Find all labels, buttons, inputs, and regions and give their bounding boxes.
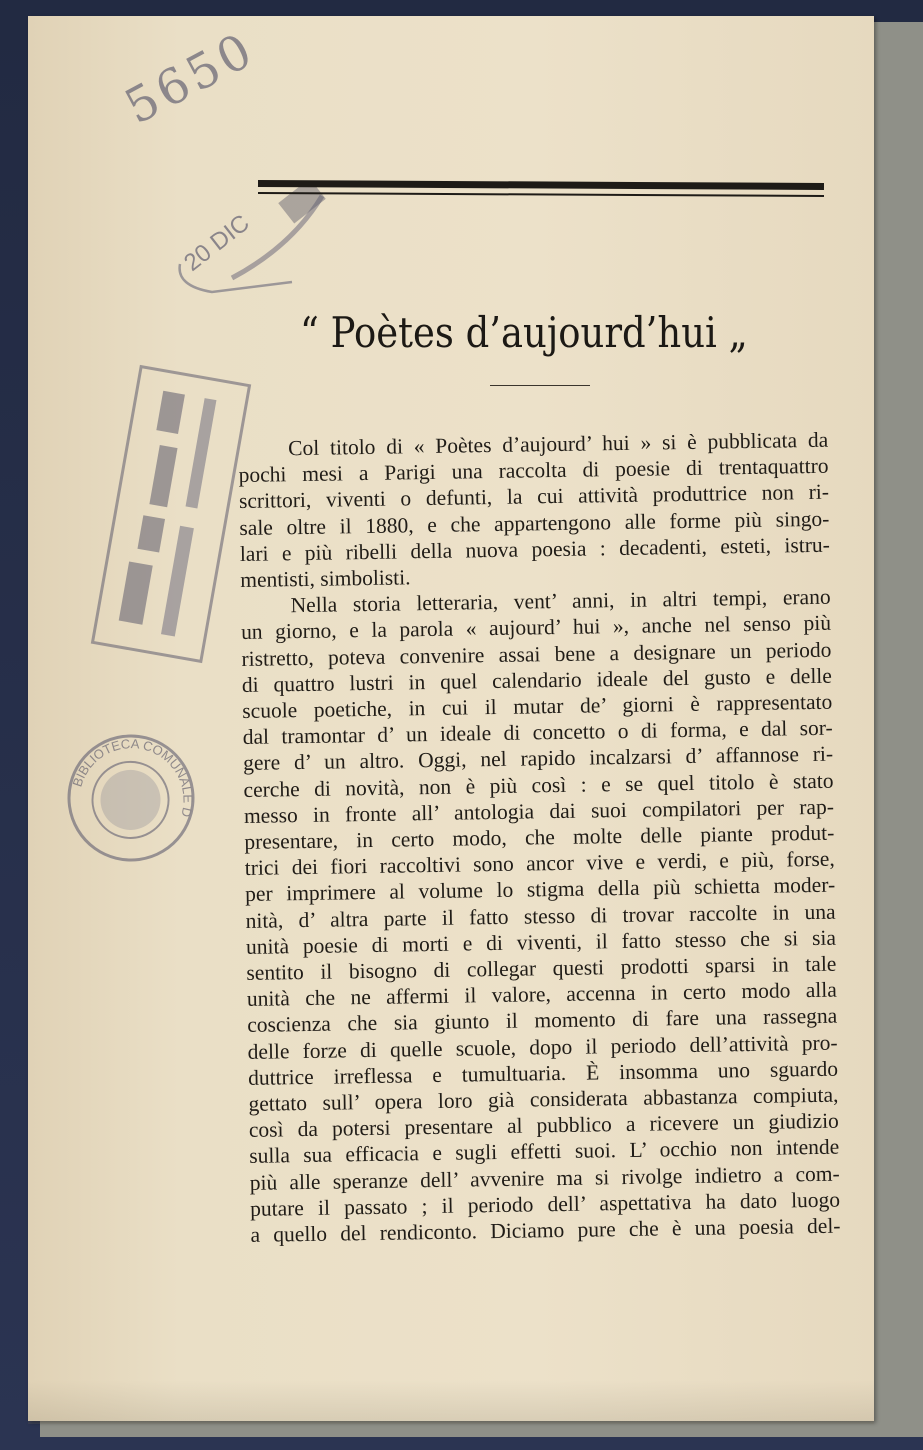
text-line: Col titolo di « Poètes d’aujourd’ hui » si è pubblicata da (288, 427, 829, 461)
text-line: un giorno, e la parola « aujourd’ hui », anche nel senso più (240, 611, 832, 645)
rectangular-library-stamp (86, 364, 256, 664)
article-body (238, 427, 841, 1248)
title-underline-rule (490, 385, 590, 386)
text-line: putare il passato ; il periodo dell’ aspettativa ha dato luogo (249, 1187, 841, 1221)
header-rule-thick (258, 180, 824, 190)
text-line: dal tramontar d’ un ideale di concetto o di forma, e dal sor- (242, 715, 833, 750)
date-stamp-graphic (172, 186, 342, 296)
text-line: scrittori, viventi o defunti, la cui attività produttrice non ri- (238, 480, 830, 514)
seal-graphic (62, 728, 200, 868)
text-line: sulla sua efficacia e sugli effetti suoi. L’ occhio non intende (249, 1135, 840, 1169)
text-line: così da potersi presentare al pubblico a ricevere un giudizio (248, 1108, 840, 1143)
text-line: gere d’ un altro. Oggi, nel rapido incalzarsi d’ affannose ri- (242, 742, 834, 776)
svg-text:BIBLIOTECA COMUNALE DELLA SPEZ: BIBLIOTECA COMUNALE DELLA (69, 736, 196, 819)
text-line: coscienza che sia giunto il momento di fare una rassegna (247, 1004, 838, 1038)
text-line: cerche di novità, non è più così : e se quel titolo è stato (243, 768, 834, 802)
paragraph-1 (238, 427, 830, 593)
text-line: lari e più ribelli della nuova poesia : decadenti, esteti, istru- (239, 532, 830, 566)
text-line: gettato sull’ opera loro già considerata abbastanza compiuta, (248, 1082, 839, 1116)
date-stamp (172, 186, 342, 296)
text-line: di quattro lustri in quel calendario ideale del gusto e delle (241, 663, 833, 697)
text-line: a quello del rendiconto. Diciamo pure che è una poesia del- (250, 1213, 841, 1247)
text-line: delle forze di quelle scuole, dopo il periodo dell’attività pro- (247, 1030, 838, 1064)
accession-number-stamp: 5650 (116, 21, 265, 136)
text-line: duttrice irreflessa e tumultuaria. È insomma uno sguardo (247, 1056, 839, 1090)
text-line: trici dei fiori raccoltivi sono ancor vive e verdi, e più, forse, (244, 846, 835, 881)
svg-text:20 DIC: 20 DIC (179, 209, 255, 277)
text-line: per imprimere al volume lo stigma della più schietta moder- (245, 873, 836, 907)
text-line: presentare, in certo modo, che molte delle piante produt- (244, 820, 835, 854)
text-line: unità poesie di morti e di viventi, il fatto stesso che si sia (245, 925, 837, 959)
text-line: mentisti, simbolisti. (240, 565, 411, 592)
article-title: “ Poètes d’aujourd’hui „ (300, 308, 748, 357)
text-line: nità, d’ altra parte il fatto stesso di trovar raccolte in una (245, 899, 836, 933)
text-line: ristretto, poteva convenire assai bene a designare un periodo (241, 637, 832, 671)
rectangular-stamp-graphic (86, 364, 256, 664)
page-bottom-shadow (28, 1380, 874, 1424)
text-line: sentito il bisogno di collegar questi prodotti sparsi in tale (246, 951, 837, 985)
header-double-rule (258, 180, 824, 202)
text-line: sale oltre il 1880, e che appartengono alle forme più singo- (239, 506, 830, 540)
paragraph-2 (240, 584, 840, 1248)
text-line: più alle speranze dell’ avvenire ma si rivolge indietro a com- (249, 1161, 840, 1195)
round-library-seal (62, 728, 200, 868)
text-line: messo in fronte all’ antologia dai suoi compilatori per rap- (243, 794, 835, 828)
text-line: scuole poetiche, in cui il mutar de’ giorni è rappresentato (242, 689, 833, 723)
header-rule-thin (258, 192, 824, 197)
text-line: pochi mesi a Parigi una raccolta di poesie di trentaquattro (238, 453, 829, 488)
text-line: unità che ne affermi il valore, accenna in certo modo alla (246, 977, 837, 1012)
text-line: Nella storia letteraria, vent’ anni, in altri tempi, erano (290, 584, 831, 618)
